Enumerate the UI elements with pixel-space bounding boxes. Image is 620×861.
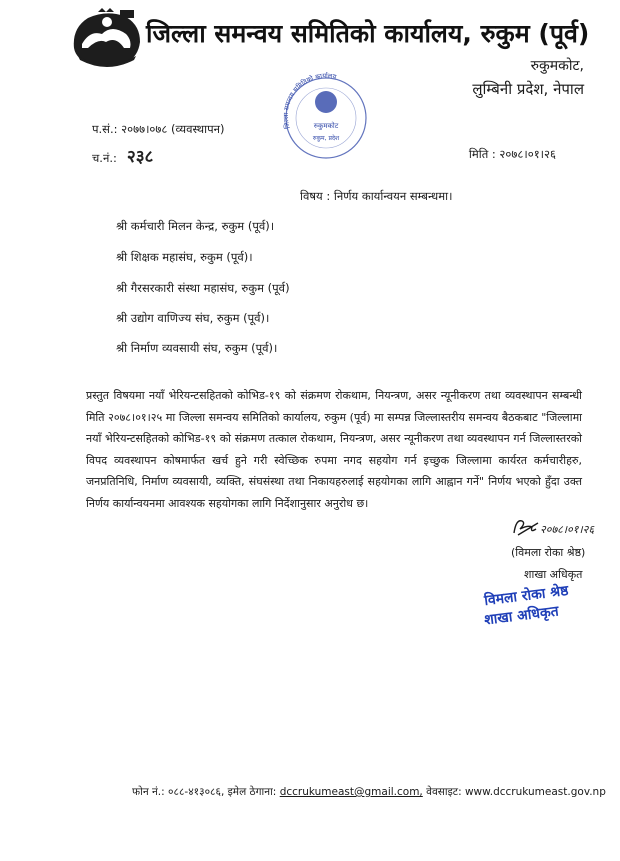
address-line-1: रुकुमकोट, (530, 58, 584, 74)
recipient-3: श्री गैरसरकारी संस्था महासंघ, रुकुम (पूर्व) (116, 281, 290, 295)
footer-email-link[interactable]: dccrukumeast@gmail.com, (279, 786, 423, 798)
stamp-title: शाखा अधिकृत (483, 603, 560, 629)
office-title: जिल्ला समन्वय समितिको कार्यालय, रुकुम (पूर्व) (146, 19, 590, 48)
seal-bottom-text: रुकुम, प्रदेश (312, 135, 340, 142)
address-line-2: लुम्बिनी प्रदेश, नेपाल (472, 80, 584, 98)
letter-date: मिति : २०७८।०१।२६ (468, 147, 556, 161)
signer-title: शाखा अधिकृत (524, 568, 583, 581)
nepal-emblem-icon (68, 8, 146, 70)
recipient-1: श्री कर्मचारी मिलन केन्द्र, रुकुम (पूर्व)। (116, 219, 275, 233)
signer-name: (विमला रोका श्रेष्ठ) (511, 546, 586, 559)
stamp-name: विमला रोका श्रेष्ठ (483, 582, 570, 610)
seal-arc-text: जिल्ला समन्वय समितिको कार्यालय (281, 72, 338, 130)
footer-contact (132, 785, 606, 799)
subject-line: विषय : निर्णय कार्यान्वयन सम्बन्धमा। (300, 189, 453, 203)
officer-stamp (478, 582, 594, 628)
footer-phone: फोन नं.: ०८८-४१३०८६, (132, 786, 225, 798)
recipient-2: श्री शिक्षक महासंघ, रुकुम (पूर्व)। (116, 250, 253, 264)
recipient-5: श्री निर्माण व्यवसायी संघ, रुकुम (पूर्व)। (116, 341, 278, 355)
office-seal (276, 72, 376, 160)
footer-website-link[interactable]: www.dccrukumeast.gov.np (464, 786, 606, 798)
seal-center-text: रुकुमकोट (313, 122, 339, 130)
footer-website-label: वेवसाइट: (426, 786, 462, 798)
cn-value: २३८ (126, 147, 154, 167)
letter-body: प्रस्तुत विषयमा नयाँ भेरियन्टसहितको कोभिड-१९ को संक्रमण रोकथाम, नियन्त्रण, असर न्यूनीकरण तथा व्यवस्थापन सम्बन्धी मिति २०७८।०१।२५ मा जिल्ला समन्वय समितिको कार्यालय, रुकुम (पूर्व) मा सम्पन्न जिल्लास्तरीय समन्वय बैठकबाट "जिल्लामा नयाँ भेरियन्टसहितको कोभिड-१९ को संक्रमण तत्काल रोकथाम, नियन्त्रण, असर न्यूनीकरण तथा व्यवस्थापन गर्न जिल्लास्तरको विपद व्यवस्थापन कोषमार्फत खर्च हुने गरी स्वेच्छिक रुपमा नगद सहयोग गर्न इच्छुक जिल्लामा कार्यरत कर्मचारीहरु, जनप्रतिनिधि, निर्माण व्यवसायी, व्यक्ति, संघसंस्था तथा निकायहरुलाई सहयोगका लागि आह्वान गर्ने" निर्णय भएको हुँदा उक्त निर्णय कार्यान्वयनमा आवश्यक सहयोगका लागि निर्देशानुसार अनुरोध छ। (86, 389, 582, 510)
reference-ps: प.सं.: २०७७।०७८ (व्यवस्थापन) (92, 122, 225, 136)
signature-date: २०७८।०१।२६ (540, 523, 595, 536)
recipient-4: श्री उद्योग वाणिज्य संघ, रुकुम (पूर्व)। (116, 311, 270, 325)
footer-email-label: इमेल ठेगाना: (227, 786, 277, 798)
handwritten-signature (508, 515, 620, 541)
reference-cn (92, 144, 153, 167)
cn-label: च.नं.: (92, 151, 117, 165)
